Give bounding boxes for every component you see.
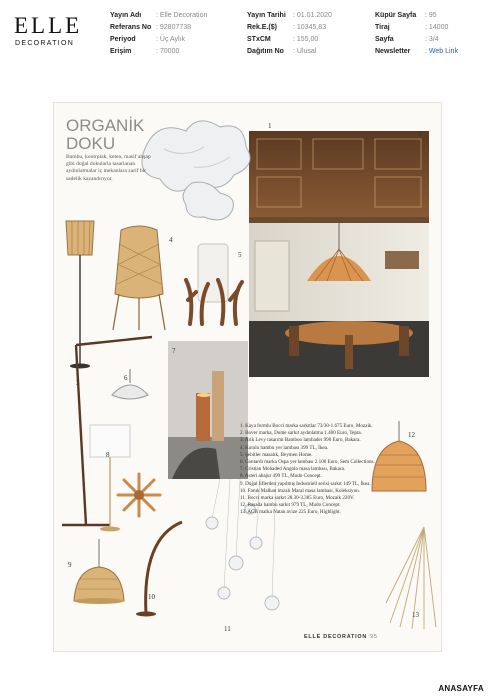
item-number: 8: [106, 451, 110, 459]
footer-page-number: 95: [370, 634, 378, 640]
table-lamp-photo: [168, 341, 248, 479]
logo-elle: ELLE: [14, 13, 83, 38]
logo-decoration: DECORATION: [15, 40, 75, 47]
credit-line: 2. Bover marka, Dome sarkıt aydınlatma 1.400 Euro, Tepta.: [240, 430, 362, 437]
meta-row: Sayfa : 3/4: [375, 36, 439, 43]
item-number: 2: [418, 130, 422, 138]
intro-text: Bambu, kontrplak, keten, masif ahşap gibi doğal dokularla tasarlanan aydınlatmalar iç mekanlara zarif bir sadelik kazandırıyor.: [66, 154, 151, 182]
credit-line: 1. Kaya formlu Bocci marka sarkıtlar 73/30-1.675 Euro, Mozaik.: [240, 423, 373, 429]
page-title: [66, 117, 144, 153]
bamboo-lantern-lamp: [109, 224, 169, 334]
meta-column-2: [247, 10, 332, 58]
credit-line: 11. Bocci marka sarkıt 28.30-3.385 Euro, Mozaik 220V.: [240, 495, 355, 502]
woven-pendant: [66, 539, 132, 611]
credit-line: 4. Kutulu bambu yer lambası 399 TL, İkea.: [240, 444, 329, 451]
meta-row: Rek.E.($) : 10345,83: [247, 24, 327, 31]
credit-line: 6. Contardi marka Ospa yer lambası 2.100 Euro, Sem Collections.: [240, 459, 375, 466]
title-line-1: ORGANİK: [66, 116, 145, 135]
meta-row: Yayın Tarihi : 01.01.2020: [247, 12, 332, 19]
meta-row: Küpür Sayfa : 95: [375, 12, 437, 19]
product-credits: [240, 423, 385, 517]
meta-row: Yayın Adı : Elle Decoration: [110, 12, 208, 19]
credit-line: 9. Doğal liflerden yapılmış Industriell serisi sarkıt 149 TL, İkea.: [240, 480, 371, 487]
credit-line: 7. Cristian Mohaded Angolo masa lambası, Bakara.: [240, 466, 346, 473]
credit-line: 3. Arik Levy tasarımı Bamboo lambader 990 Euro, Bakara.: [240, 437, 361, 444]
meta-column-1: [110, 10, 207, 58]
item-number: 7: [172, 347, 176, 355]
meta-row: Tiraj : 14000: [375, 24, 449, 31]
item-number: 9: [68, 561, 72, 569]
credit-line: 10. Faruk Malhan imzalı Maral masa lambası, Koleksiyon.: [240, 487, 360, 494]
dining-room-photo: [249, 131, 429, 377]
curved-wood-lamp: [132, 518, 192, 618]
item-number: 3: [76, 379, 80, 387]
web-link[interactable]: Web Link: [428, 48, 458, 55]
antler-candle-holder: [182, 240, 244, 330]
credit-line: 13. ACB marka Natan avize 225 Euro, Highlight.: [240, 509, 341, 516]
credit-line: 8. Asteri abajur 499 TL, Mudo Concept.: [240, 473, 322, 480]
title-line-2: DOKU: [66, 134, 116, 153]
meta-row: Newsletter : Web Link: [375, 48, 458, 55]
item-number: 11: [224, 625, 231, 633]
star-wood-pendant: [114, 470, 164, 520]
item-number: 12: [408, 431, 415, 439]
item-number: 1: [268, 122, 272, 130]
meta-row: Periyod : Üç Aylık: [110, 36, 186, 43]
item-number: 10: [148, 593, 155, 601]
item-number: 6: [124, 374, 128, 382]
magazine-page: [54, 103, 441, 651]
meta-row: Dağıtım No : Ulusal: [247, 48, 317, 55]
credit-line: 12. Rasada bambu sarkıt 979 TL, Mudo Concept.: [240, 502, 341, 509]
anasayfa-link[interactable]: ANASAYFA: [438, 684, 484, 693]
footer-brand: ELLE DECORATION: [304, 634, 368, 640]
page-footer: [304, 634, 378, 640]
meta-row: Referans No : 92807738: [110, 24, 192, 31]
elle-decoration-logo: [14, 14, 84, 46]
item-number: 4: [169, 236, 173, 244]
item-number: 5: [238, 251, 242, 259]
meta-row: Erişim : 70000: [110, 48, 180, 55]
item-number: 13: [412, 611, 419, 619]
credit-line: 5. Şebitler masalık, Beymen Home.: [240, 451, 313, 458]
meta-column-3: [375, 10, 458, 58]
meta-row: STxCM : 155,00: [247, 36, 319, 43]
